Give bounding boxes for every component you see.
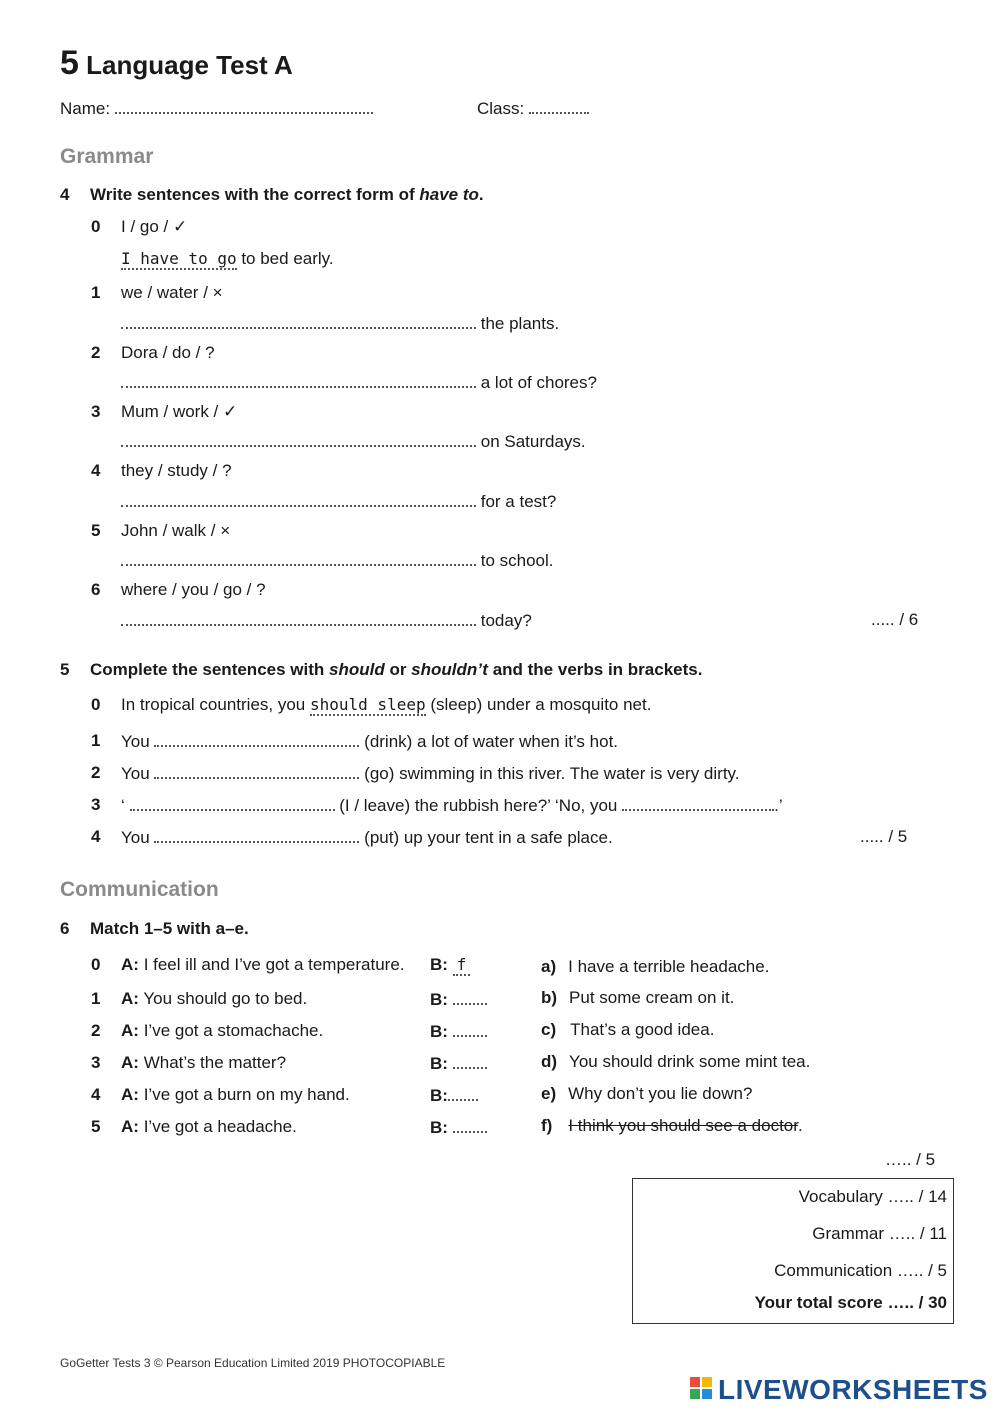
ex5-example-sentence: In tropical countries, you should sleep (sleep) under a mosquito net. [121,695,652,714]
ex4-item-2-prompt: Dora / do / ? [121,343,215,362]
score-summary-box [632,1178,954,1324]
ex6-item-3-b: B: [430,1053,487,1074]
ex4-item-4-number: 4 [91,461,101,480]
vocabulary-score: Vocabulary ….. / 14 [798,1187,947,1206]
ex5-item-3-sentence: ‘ (I / leave) the rubbish here?’ ‘No, you .’ [121,796,783,815]
ex4-item-3-answer: on Saturdays. [121,431,586,452]
ex6-score: ….. / 5 [885,1150,936,1169]
liveworksheets-brand [690,1374,988,1406]
ex4-item-3-prompt: Mum / work / ✓ [121,402,238,421]
ex4-item-4-input[interactable] [121,491,476,507]
ex4-item-1-number: 1 [91,283,101,302]
ex5-item-2-input[interactable] [154,763,359,779]
ex6-item-5-number: 5 [91,1117,101,1136]
ex4-item-2-number: 2 [91,343,101,362]
exercise-6-number: 6 [60,919,70,938]
ex4-item-4-answer: for a test? [121,491,556,512]
ex6-item-4-a: A: I’ve got a burn on my hand. [121,1085,350,1104]
ex6-example-number: 0 [91,955,101,974]
unit-number: 5 [60,44,79,82]
ex6-item-3-number: 3 [91,1053,101,1072]
grammar-score: Grammar ….. / 11 [812,1224,947,1243]
ex4-item-1-answer: the plants. [121,313,559,334]
communication-score: Communication ….. / 5 [774,1261,947,1280]
ex6-item-5-input[interactable] [453,1117,487,1133]
brand-text: LIVEWORKSHEETS [718,1374,988,1405]
ex5-example-answer: should sleep [310,695,426,714]
page-title [60,44,293,83]
ex4-item-3-input[interactable] [121,431,476,447]
class-label: Class: [477,99,525,118]
ex6-item-1-a: A: You should go to bed. [121,989,308,1008]
ex6-item-1-b: B: [430,989,487,1010]
ex4-item-2-answer: a lot of chores? [121,372,597,393]
ex6-item-4-input[interactable] [448,1085,478,1101]
exercise-4-instruction: Write sentences with the correct form of have to. [90,185,484,204]
ex4-item-5-input[interactable] [121,550,476,566]
ex5-item-2-sentence: You (go) swimming in this river. The water is very dirty. [121,764,740,783]
ex6-option-e: e) Why don’t you lie down? [541,1084,753,1103]
communication-heading: Communication [60,878,219,901]
ex6-example-a: A: I feel ill and I’ve got a temperature. [121,955,405,974]
ex6-item-2-number: 2 [91,1021,101,1040]
ex4-example-prompt: I / go / ✓ [121,217,188,236]
ex6-item-4-number: 4 [91,1085,101,1104]
ex5-item-3-input-b[interactable] [622,795,774,811]
ex6-option-f: f) I think you should see a doctor. [541,1116,803,1135]
ex5-item-4-input[interactable] [154,827,359,843]
ex4-item-3-number: 3 [91,402,101,421]
ex5-item-4-number: 4 [91,827,101,846]
copyright-footer: GoGetter Tests 3 © Pearson Education Limited 2019 PHOTOCOPIABLE [60,1356,446,1370]
ex4-item-6-answer: today? [121,610,532,631]
ex6-item-1-number: 1 [91,989,101,1008]
ex4-example-answer-line: I have to go to bed early. [121,249,334,268]
ex5-score: ..... / 5 [860,827,908,846]
ex4-item-5-prompt: John / walk / × [121,521,231,540]
class-input[interactable] [529,98,589,114]
ex6-item-3-input[interactable] [453,1053,487,1069]
grammar-heading: Grammar [60,145,154,168]
class-field [477,98,589,119]
ex5-item-1-input[interactable] [154,731,359,747]
exercise-4-number: 4 [60,185,70,204]
ex6-item-2-b: B: [430,1021,487,1042]
ex5-item-1-number: 1 [91,731,101,750]
ex4-example-answer: I have to go [121,249,237,268]
ex6-item-2-a: A: I’ve got a stomachache. [121,1021,324,1040]
title-text: Language Test A [86,50,293,80]
ex6-item-5-a: A: I’ve got a headache. [121,1117,297,1136]
name-input[interactable] [115,98,373,114]
ex4-item-6-number: 6 [91,580,101,599]
ex6-item-3-a: A: What’s the matter? [121,1053,287,1072]
ex4-item-2-input[interactable] [121,372,476,388]
ex5-item-3-input-a[interactable] [130,795,335,811]
ex6-item-5-b: B: [430,1117,487,1138]
ex4-item-5-number: 5 [91,521,101,540]
ex4-item-6-prompt: where / you / go / ? [121,580,266,599]
ex5-item-4-sentence: You (put) up your tent in a safe place. [121,828,613,847]
ex4-item-4-prompt: they / study / ? [121,461,232,480]
ex6-option-c: c) That’s a good idea. [541,1020,715,1039]
ex5-example-number: 0 [91,695,101,714]
ex4-item-5-answer: to school. [121,550,554,571]
ex6-option-b: b) Put some cream on it. [541,988,735,1007]
ex4-item-1-prompt: we / water / × [121,283,223,302]
name-label: Name: [60,99,111,118]
ex4-example-number: 0 [91,217,101,236]
ex4-item-6-input[interactable] [121,610,476,626]
ex4-item-1-input[interactable] [121,313,476,329]
name-field [60,98,373,119]
total-score: Your total score ….. / 30 [754,1293,947,1312]
ex5-item-2-number: 2 [91,763,101,782]
exercise-5-instruction: Complete the sentences with should or shouldn’t and the verbs in brackets. [90,660,703,679]
ex6-example-b: B: f [430,955,470,975]
ex5-item-1-sentence: You (drink) a lot of water when it’s hot. [121,732,619,751]
ex6-option-a: a) I have a terrible headache. [541,957,770,976]
ex6-item-2-input[interactable] [453,1021,487,1037]
ex6-item-4-b: B: [430,1085,478,1106]
liveworksheets-logo-icon [690,1377,714,1401]
ex5-item-3-number: 3 [91,795,101,814]
exercise-6-instruction: Match 1–5 with a–e. [90,919,249,938]
exercise-5-number: 5 [60,660,70,679]
ex4-score: ..... / 6 [871,610,919,629]
ex6-option-d: d) You should drink some mint tea. [541,1052,811,1071]
ex6-example-answer: f [453,955,471,976]
ex6-item-1-input[interactable] [453,989,487,1005]
